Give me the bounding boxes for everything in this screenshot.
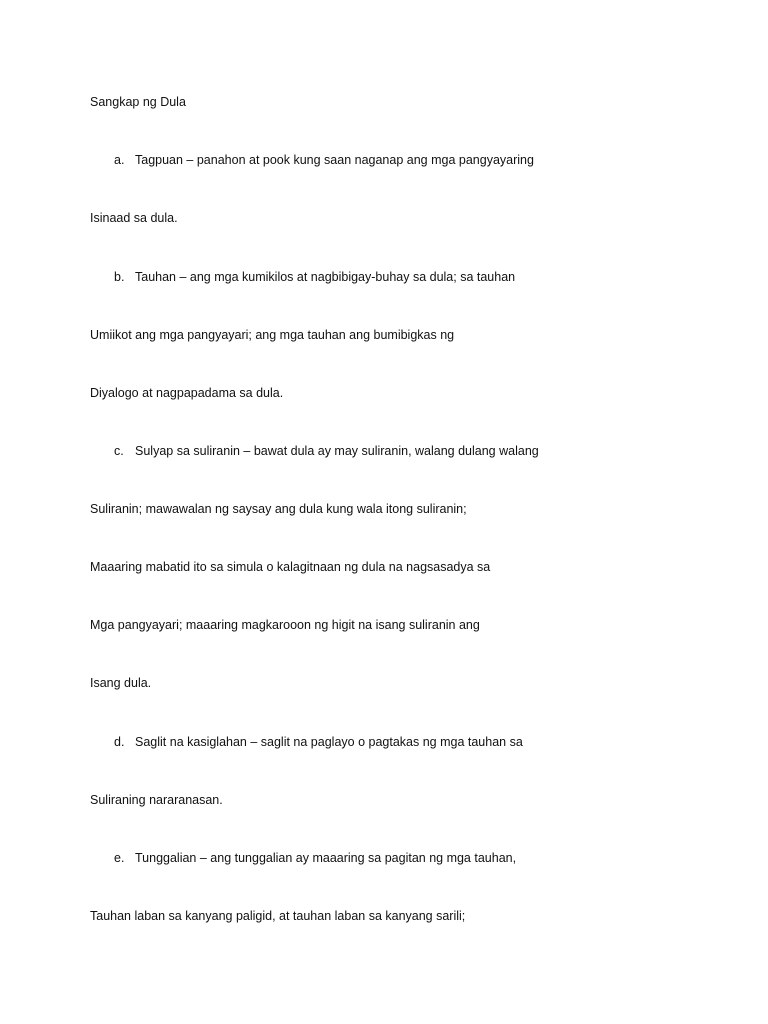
document-title: Sangkap ng Dula (90, 95, 186, 109)
list-item-text: Sulyap sa suliranin – bawat dula ay may suliranin, walang dulang walang (135, 444, 539, 458)
paragraph-line: Tauhan laban sa kanyang paligid, at tauhan laban sa kanyang sarili; (90, 909, 466, 923)
list-marker: d. (114, 735, 125, 749)
paragraph-line: Isinaad sa dula. (90, 211, 178, 225)
list-item-b (114, 269, 515, 285)
list-item-d (114, 734, 523, 750)
list-item-c (114, 443, 539, 459)
list-marker: b. (114, 270, 125, 284)
list-marker: a. (114, 153, 125, 167)
paragraph-line: Mga pangyayari; maaaring magkarooon ng higit na isang suliranin ang (90, 618, 480, 632)
paragraph-line: Umiikot ang mga pangyayari; ang mga tauhan ang bumibigkas ng (90, 328, 455, 342)
list-item-text: Tunggalian – ang tunggalian ay maaaring sa pagitan ng mga tauhan, (135, 851, 517, 865)
list-marker: c. (114, 444, 124, 458)
list-item-text: Tauhan – ang mga kumikilos at nagbibigay-buhay sa dula; sa tauhan (135, 270, 516, 284)
list-marker: e. (114, 851, 125, 865)
list-item-text: Saglit na kasiglahan – saglit na paglayo o pagtakas ng mga tauhan sa (135, 735, 523, 749)
paragraph-line: Maaaring mabatid ito sa simula o kalagitnaan ng dula na nagsasadya sa (90, 560, 491, 574)
list-item-text: Tagpuan – panahon at pook kung saan naganap ang mga pangyayaring (135, 153, 534, 167)
list-item-e (114, 850, 516, 866)
paragraph-line: Suliraning nararanasan. (90, 793, 223, 807)
paragraph-line: Suliranin; mawawalan ng saysay ang dula kung wala itong suliranin; (90, 502, 467, 516)
list-item-a (114, 152, 534, 168)
paragraph-line: Isang dula. (90, 676, 152, 690)
paragraph-line: Diyalogo at nagpapadama sa dula. (90, 386, 284, 400)
